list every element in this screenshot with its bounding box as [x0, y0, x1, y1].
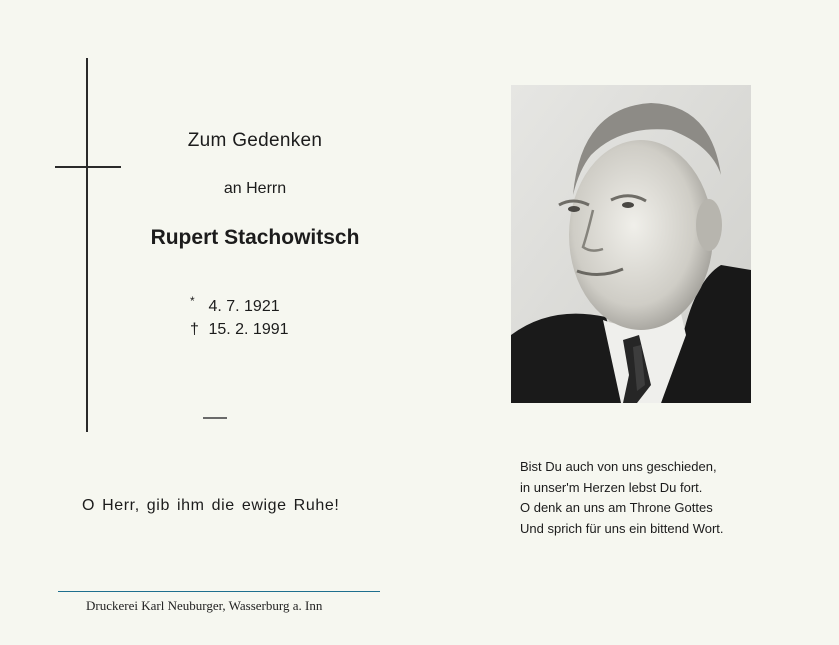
- portrait-image: [511, 85, 751, 403]
- birth-symbol: *: [190, 294, 195, 308]
- divider: [203, 417, 227, 419]
- poem: [520, 457, 724, 539]
- deceased-name: Rupert Stachowitsch: [150, 226, 360, 249]
- poem-line: O denk an uns am Throne Gottes: [520, 500, 713, 515]
- death-symbol: †: [190, 321, 199, 338]
- footer-rule: [58, 591, 380, 592]
- cross-icon: [86, 58, 88, 432]
- poem-line: Bist Du auch von uns geschieden,: [520, 459, 717, 474]
- death-date-row: [190, 321, 289, 339]
- card-subtitle: an Herrn: [223, 180, 287, 197]
- poem-line: in unser'm Herzen lebst Du fort.: [520, 479, 703, 495]
- prayer-text: O Herr, gib ihm die ewige Ruhe!: [82, 497, 340, 514]
- cross-icon-bar: [55, 166, 121, 168]
- birth-date-row: [190, 294, 280, 316]
- birth-date: 4. 7. 1921: [208, 298, 280, 315]
- poem-line: Und sprich für uns ein bittend Wort.: [520, 520, 724, 536]
- death-date: 15. 2. 1991: [208, 321, 289, 338]
- printer-credit: Druckerei Karl Neuburger, Wasserburg a. Inn: [86, 598, 323, 613]
- portrait-photo: [511, 85, 751, 403]
- card-title: Zum Gedenken: [187, 130, 323, 151]
